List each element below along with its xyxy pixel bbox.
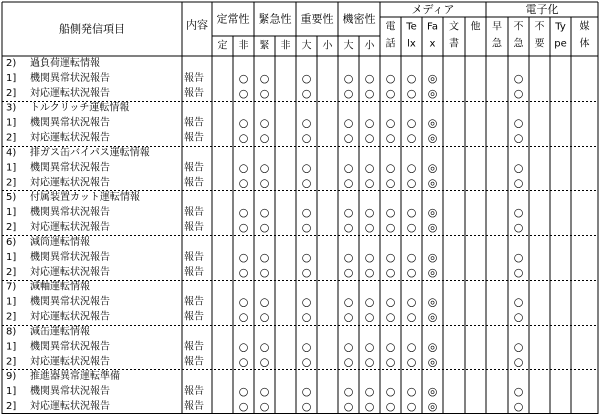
section-title: 減筒運転情報: [30, 236, 90, 248]
double-circle-mark: ◎: [427, 86, 438, 100]
circle-mark: ○: [301, 310, 312, 324]
circle-mark: ○: [406, 385, 417, 399]
circle-mark: ○: [513, 206, 524, 220]
circle-mark: ○: [513, 355, 524, 369]
circle-mark: ○: [513, 295, 524, 309]
section-number: 6): [6, 236, 17, 248]
circle-mark: ○: [364, 86, 375, 100]
circle-mark: ○: [513, 340, 524, 354]
row-number: 2]: [6, 311, 17, 323]
circle-mark: ○: [364, 71, 375, 85]
circle-mark: ○: [301, 295, 312, 309]
row-number: 1]: [6, 386, 17, 398]
row-content: 報告: [184, 207, 204, 219]
circle-mark: ○: [259, 385, 270, 399]
content-column-header: 内容: [186, 18, 208, 32]
circle-mark: ○: [513, 116, 524, 130]
row-content: 報告: [184, 266, 204, 278]
double-circle-mark: ◎: [427, 310, 438, 324]
circle-mark: ○: [513, 385, 524, 399]
electronic-sub-header: 媒: [579, 21, 590, 33]
circle-mark: ○: [406, 131, 417, 145]
double-circle-mark: ◎: [427, 206, 438, 220]
circle-mark: ○: [513, 221, 524, 235]
section-title: トルクリッチ運転情報: [30, 102, 130, 114]
circle-mark: ○: [406, 400, 417, 414]
circle-mark: ○: [238, 385, 249, 399]
row-content: 報告: [184, 132, 204, 144]
circle-mark: ○: [301, 400, 312, 414]
circle-mark: ○: [259, 176, 270, 190]
circle-mark: ○: [406, 161, 417, 175]
circle-mark: ○: [238, 265, 249, 279]
circle-mark: ○: [364, 265, 375, 279]
sub-header: 大: [301, 40, 312, 52]
circle-mark: ○: [259, 340, 270, 354]
circle-mark: ○: [301, 176, 312, 190]
double-circle-mark: ◎: [427, 116, 438, 130]
circle-mark: ○: [343, 250, 354, 264]
section-number: 3): [6, 102, 17, 114]
group-header: 緊急性: [258, 12, 292, 26]
circle-mark: ○: [364, 400, 375, 414]
row-label: 対応運転状況報告: [30, 222, 110, 234]
electronic-sub-header: 急: [492, 38, 502, 50]
circle-mark: ○: [406, 176, 417, 190]
row-content: 報告: [184, 222, 204, 234]
media-sub-header: 文: [449, 21, 459, 33]
sub-header: 緊: [259, 40, 270, 52]
circle-mark: ○: [385, 161, 396, 175]
electronic-sub-header: 急: [513, 38, 524, 50]
section-title: 付属装置カット運転情報: [30, 192, 140, 204]
circle-mark: ○: [513, 400, 524, 414]
circle-mark: ○: [301, 71, 312, 85]
electronic-sub-header: 要: [534, 38, 545, 50]
circle-mark: ○: [406, 250, 417, 264]
row-label: 対応運転状況報告: [30, 356, 110, 368]
row-content: 報告: [184, 356, 204, 368]
circle-mark: ○: [385, 385, 396, 399]
sub-header: 小: [364, 40, 375, 52]
row-number: 2]: [6, 87, 17, 99]
circle-mark: ○: [301, 250, 312, 264]
circle-mark: ○: [238, 116, 249, 130]
row-number: 2]: [6, 177, 17, 189]
row-label: 対応運転状況報告: [30, 132, 110, 144]
circle-mark: ○: [238, 250, 249, 264]
double-circle-mark: ◎: [427, 176, 438, 190]
sub-header: 非: [280, 40, 291, 52]
circle-mark: ○: [301, 385, 312, 399]
section-number: 7): [6, 281, 17, 293]
circle-mark: ○: [364, 131, 375, 145]
circle-mark: ○: [385, 71, 396, 85]
circle-mark: ○: [301, 221, 312, 235]
row-label: 対応運転状況報告: [30, 311, 110, 323]
circle-mark: ○: [364, 340, 375, 354]
circle-mark: ○: [343, 310, 354, 324]
circle-mark: ○: [513, 161, 524, 175]
circle-mark: ○: [238, 71, 249, 85]
circle-mark: ○: [343, 221, 354, 235]
row-label: 対応運転状況報告: [30, 401, 110, 413]
circle-mark: ○: [364, 221, 375, 235]
circle-mark: ○: [364, 161, 375, 175]
section-number: 5): [6, 192, 17, 204]
row-label: 機関異常状況報告: [30, 117, 110, 129]
circle-mark: ○: [343, 131, 354, 145]
circle-mark: ○: [513, 310, 524, 324]
circle-mark: ○: [513, 131, 524, 145]
row-number: 2]: [6, 266, 17, 278]
circle-mark: ○: [406, 86, 417, 100]
circle-mark: ○: [259, 310, 270, 324]
circle-mark: ○: [385, 355, 396, 369]
circle-mark: ○: [238, 295, 249, 309]
electronic-header: 電子化: [525, 3, 559, 16]
row-label: 機関異常状況報告: [30, 162, 110, 174]
circle-mark: ○: [406, 206, 417, 220]
circle-mark: ○: [385, 250, 396, 264]
circle-mark: ○: [406, 221, 417, 235]
circle-mark: ○: [406, 265, 417, 279]
circle-mark: ○: [301, 340, 312, 354]
circle-mark: ○: [406, 310, 417, 324]
circle-mark: ○: [238, 206, 249, 220]
circle-mark: ○: [238, 400, 249, 414]
row-content: 報告: [184, 296, 204, 308]
circle-mark: ○: [259, 250, 270, 264]
circle-mark: ○: [406, 71, 417, 85]
row-number: 1]: [6, 162, 17, 174]
row-content: 報告: [184, 117, 204, 129]
circle-mark: ○: [364, 310, 375, 324]
sub-header: 定: [217, 40, 228, 52]
electronic-sub-header: 不: [513, 21, 524, 33]
circle-mark: ○: [343, 116, 354, 130]
circle-mark: ○: [364, 295, 375, 309]
circle-mark: ○: [513, 250, 524, 264]
circle-mark: ○: [406, 355, 417, 369]
circle-mark: ○: [343, 385, 354, 399]
row-number: 1]: [6, 117, 17, 129]
circle-mark: ○: [301, 355, 312, 369]
circle-mark: ○: [364, 206, 375, 220]
row-content: 報告: [184, 341, 204, 353]
circle-mark: ○: [406, 340, 417, 354]
row-label: 機関異常状況報告: [30, 251, 110, 263]
circle-mark: ○: [238, 86, 249, 100]
row-content: 報告: [184, 386, 204, 398]
circle-mark: ○: [301, 265, 312, 279]
circle-mark: ○: [385, 176, 396, 190]
circle-mark: ○: [513, 71, 524, 85]
electronic-sub-header: 不: [534, 21, 545, 33]
media-sub-header: Te: [406, 21, 417, 33]
circle-mark: ○: [343, 71, 354, 85]
circle-mark: ○: [385, 131, 396, 145]
group-header: 重要性: [300, 12, 334, 26]
double-circle-mark: ◎: [427, 221, 438, 235]
row-label: 対応運転状況報告: [30, 87, 110, 99]
section-number: 8): [6, 326, 17, 338]
circle-mark: ○: [238, 131, 249, 145]
circle-mark: ○: [343, 340, 354, 354]
row-number: 2]: [6, 356, 17, 368]
circle-mark: ○: [406, 295, 417, 309]
media-sub-header: lx: [407, 38, 416, 50]
sub-header: 大: [343, 40, 354, 52]
circle-mark: ○: [238, 221, 249, 235]
sub-header: 非: [238, 40, 249, 52]
media-sub-header: x: [429, 38, 436, 50]
circle-mark: ○: [259, 295, 270, 309]
row-number: 1]: [6, 251, 17, 263]
circle-mark: ○: [385, 310, 396, 324]
section-title: 過負荷運転情報: [30, 57, 100, 69]
circle-mark: ○: [406, 116, 417, 130]
circle-mark: ○: [259, 86, 270, 100]
circle-mark: ○: [301, 86, 312, 100]
circle-mark: ○: [364, 385, 375, 399]
circle-mark: ○: [259, 265, 270, 279]
row-number: 1]: [6, 72, 17, 84]
double-circle-mark: ◎: [427, 265, 438, 279]
circle-mark: ○: [385, 265, 396, 279]
circle-mark: ○: [385, 86, 396, 100]
group-header: 定常性: [216, 12, 250, 26]
media-sub-header: 電: [385, 21, 396, 33]
row-number: 2]: [6, 222, 17, 234]
circle-mark: ○: [301, 116, 312, 130]
media-sub-header: 書: [449, 38, 459, 50]
circle-mark: ○: [343, 295, 354, 309]
circle-mark: ○: [513, 265, 524, 279]
media-sub-header: Fa: [427, 21, 438, 33]
double-circle-mark: ◎: [427, 250, 438, 264]
circle-mark: ○: [343, 206, 354, 220]
section-number: 4): [6, 147, 17, 159]
sub-header: 小: [322, 40, 333, 52]
section-title: 排ガス缶バイパス運転情報: [30, 147, 150, 159]
circle-mark: ○: [364, 176, 375, 190]
row-label: 機関異常状況報告: [30, 296, 110, 308]
circle-mark: ○: [343, 176, 354, 190]
circle-mark: ○: [259, 400, 270, 414]
circle-mark: ○: [259, 221, 270, 235]
circle-mark: ○: [385, 340, 396, 354]
item-column-header: 船側発信項目: [59, 22, 125, 36]
media-header: メディア: [411, 3, 455, 16]
row-content: 報告: [184, 162, 204, 174]
circle-mark: ○: [259, 355, 270, 369]
circle-mark: ○: [343, 355, 354, 369]
circle-mark: ○: [343, 400, 354, 414]
circle-mark: ○: [238, 340, 249, 354]
circle-mark: ○: [259, 116, 270, 130]
double-circle-mark: ◎: [427, 340, 438, 354]
row-number: 1]: [6, 207, 17, 219]
circle-mark: ○: [238, 310, 249, 324]
circle-mark: ○: [385, 221, 396, 235]
row-content: 報告: [184, 311, 204, 323]
row-label: 機関異常状況報告: [30, 72, 110, 84]
row-content: 報告: [184, 251, 204, 263]
circle-mark: ○: [385, 400, 396, 414]
circle-mark: ○: [238, 161, 249, 175]
row-content: 報告: [184, 401, 204, 413]
circle-mark: ○: [259, 71, 270, 85]
section-title: 減缶運転情報: [30, 326, 90, 338]
media-sub-header: 他: [470, 21, 481, 33]
circle-mark: ○: [513, 86, 524, 100]
section-number: 2): [6, 57, 17, 69]
electronic-sub-header: pe: [554, 38, 567, 50]
double-circle-mark: ◎: [427, 400, 438, 414]
row-label: 対応運転状況報告: [30, 266, 110, 278]
row-number: 2]: [6, 401, 17, 413]
row-content: 報告: [184, 177, 204, 189]
row-content: 報告: [184, 72, 204, 84]
electronic-sub-header: 体: [579, 38, 590, 50]
row-label: 機関異常状況報告: [30, 341, 110, 353]
electronic-sub-header: Ty: [555, 21, 566, 33]
row-label: 対応運転状況報告: [30, 177, 110, 189]
circle-mark: ○: [343, 265, 354, 279]
circle-mark: ○: [301, 206, 312, 220]
circle-mark: ○: [385, 206, 396, 220]
circle-mark: ○: [259, 131, 270, 145]
row-number: 2]: [6, 132, 17, 144]
double-circle-mark: ◎: [427, 161, 438, 175]
circle-mark: ○: [364, 116, 375, 130]
circle-mark: ○: [343, 161, 354, 175]
media-sub-header: 話: [385, 38, 396, 50]
double-circle-mark: ◎: [427, 131, 438, 145]
circle-mark: ○: [238, 355, 249, 369]
double-circle-mark: ◎: [427, 355, 438, 369]
row-label: 機関異常状況報告: [30, 207, 110, 219]
electronic-sub-header: 早: [492, 21, 502, 33]
double-circle-mark: ◎: [427, 385, 438, 399]
row-label: 機関異常状況報告: [30, 386, 110, 398]
circle-mark: ○: [385, 116, 396, 130]
circle-mark: ○: [364, 250, 375, 264]
section-title: 推進器異常運転準備: [30, 371, 120, 383]
circle-mark: ○: [385, 295, 396, 309]
circle-mark: ○: [513, 176, 524, 190]
circle-mark: ○: [364, 355, 375, 369]
double-circle-mark: ◎: [427, 295, 438, 309]
circle-mark: ○: [343, 86, 354, 100]
circle-mark: ○: [301, 131, 312, 145]
section-title: 減軸運転情報: [30, 281, 90, 293]
row-content: 報告: [184, 87, 204, 99]
circle-mark: ○: [301, 161, 312, 175]
double-circle-mark: ◎: [427, 71, 438, 85]
row-number: 1]: [6, 296, 17, 308]
row-number: 1]: [6, 341, 17, 353]
circle-mark: ○: [259, 161, 270, 175]
circle-mark: ○: [259, 206, 270, 220]
section-number: 9): [6, 371, 17, 383]
group-header: 機密性: [342, 12, 376, 26]
circle-mark: ○: [238, 176, 249, 190]
